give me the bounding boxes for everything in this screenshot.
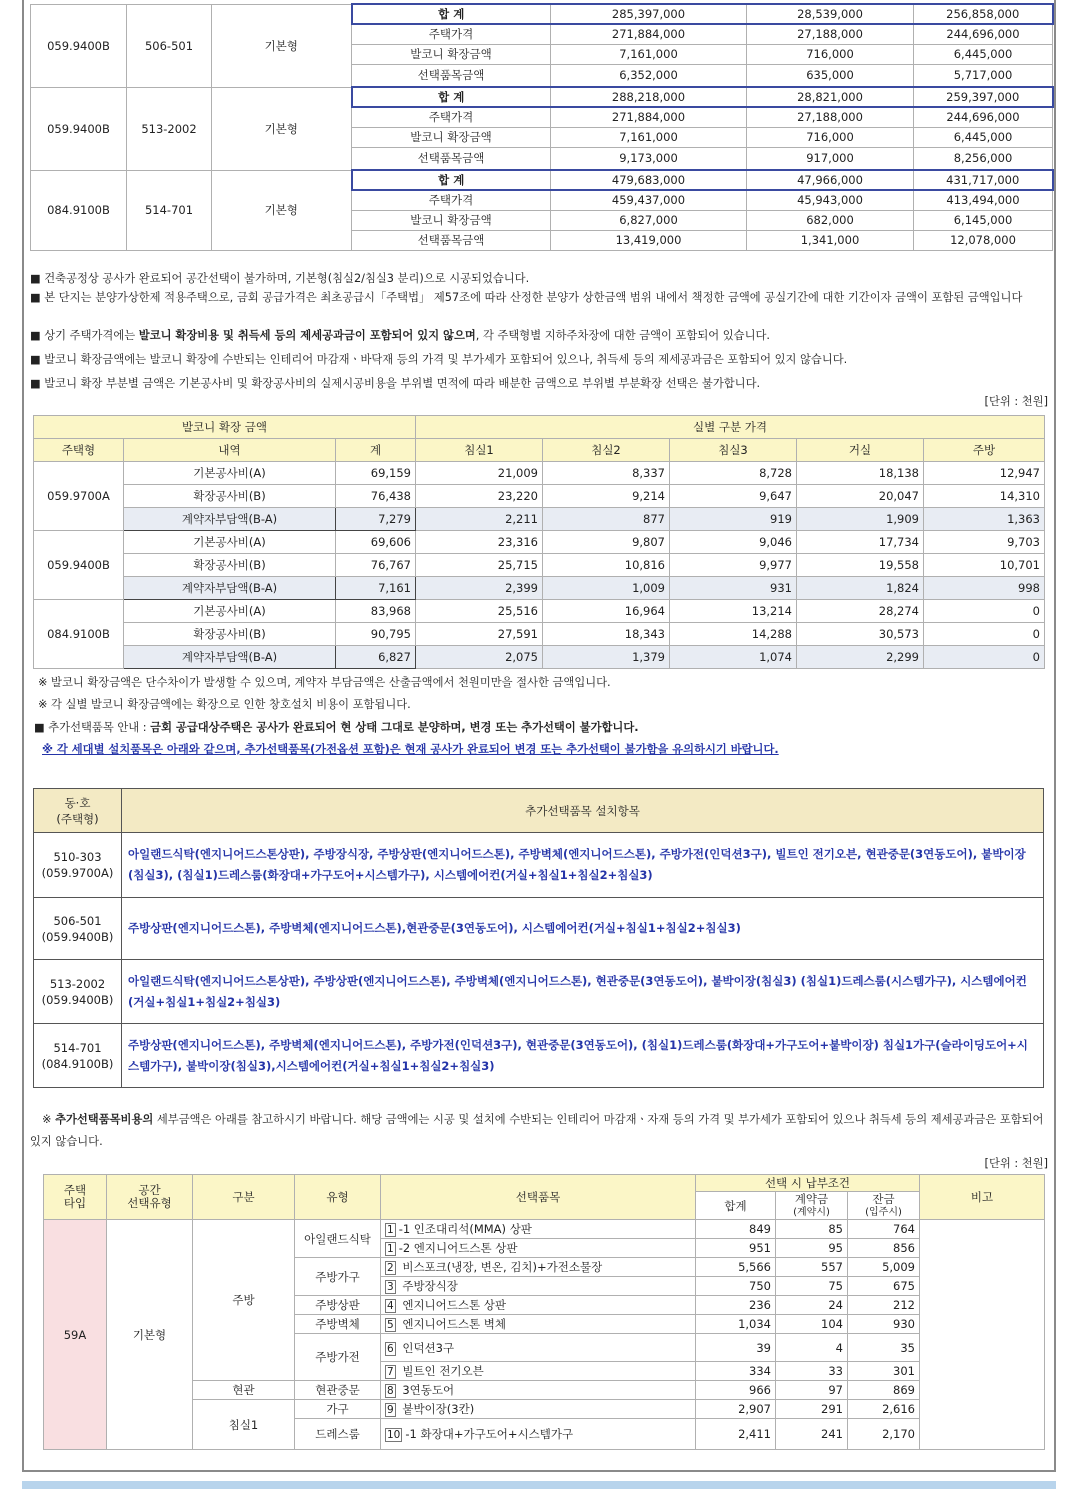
cost-balance: 5,009 bbox=[848, 1258, 920, 1277]
option-unit bbox=[34, 1024, 122, 1088]
cost-h-div: 구분 bbox=[193, 1175, 295, 1220]
price-label: 합 계 bbox=[352, 4, 551, 24]
price-contract: 47,966,000 bbox=[747, 170, 914, 190]
item-number-box: 9 bbox=[387, 1404, 394, 1416]
price-balance: 6,445,000 bbox=[914, 127, 1053, 147]
balcony-room-value: 10,816 bbox=[543, 554, 670, 577]
price-total: 479,683,000 bbox=[551, 170, 747, 190]
cost-div-bed1: 침실1 bbox=[193, 1400, 295, 1450]
price-size: 059.9400B bbox=[31, 4, 127, 87]
cost-contract: 557 bbox=[776, 1258, 848, 1277]
cost-contract: 85 bbox=[776, 1220, 848, 1239]
price-balance: 6,145,000 bbox=[914, 210, 1053, 230]
balcony-room-value: 1,909 bbox=[797, 508, 924, 531]
unit-label: [단위 : 천원] bbox=[984, 395, 1048, 408]
balcony-table bbox=[33, 415, 1045, 669]
price-label: 주택가격 bbox=[352, 107, 551, 127]
balcony-row bbox=[34, 485, 1045, 508]
cost-item bbox=[381, 1381, 696, 1400]
price-label: 주택가격 bbox=[352, 24, 551, 44]
cost-total: 5,566 bbox=[696, 1258, 776, 1277]
item-number-box: 1 bbox=[387, 1224, 394, 1236]
balcony-item: 계약자부담액(B-A) bbox=[124, 577, 336, 600]
balcony-room-value: 2,211 bbox=[416, 508, 543, 531]
price-label: 발코니 확장금액 bbox=[352, 127, 551, 147]
balcony-header-right: 실별 구분 가격 bbox=[416, 416, 1045, 439]
cost-balance: 35 bbox=[848, 1334, 920, 1362]
balcony-room-value: 9,807 bbox=[543, 531, 670, 554]
cost-item bbox=[381, 1400, 696, 1419]
price-contract: 917,000 bbox=[747, 147, 914, 170]
cost-h-total: 합계 bbox=[696, 1192, 776, 1220]
balcony-item: 계약자부담액(B-A) bbox=[124, 508, 336, 531]
balcony-row bbox=[34, 646, 1045, 669]
price-contract: 27,188,000 bbox=[747, 24, 914, 44]
balcony-room-value: 23,316 bbox=[416, 531, 543, 554]
cost-h-contract: 계약금 (계약시) bbox=[776, 1192, 848, 1220]
cost-total: 966 bbox=[696, 1381, 776, 1400]
balcony-item: 기본공사비(A) bbox=[124, 462, 336, 485]
item-number-box: 6 bbox=[387, 1342, 394, 1355]
cost-note bbox=[920, 1220, 1045, 1450]
price-balance: 244,696,000 bbox=[914, 107, 1053, 127]
balcony-header-left: 발코니 확장 금액 bbox=[34, 416, 416, 439]
cost-item bbox=[381, 1362, 696, 1381]
option-items: 주방상판(엔지니어드스톤), 주방벽체(엔지니어드스톤), 주방가전(인덕션3구), 현관중문(3연동도어), (침실1)드레스룸(화장대+가구도어+붙박이장) 침실1가구(슬라이딩도어+시스템가구), 붙박이장(침실3),시스템에어컨(거실+침실1+침실2+침실3) bbox=[122, 1024, 1044, 1088]
balcony-room-value: 1,379 bbox=[543, 646, 670, 669]
cost-total: 750 bbox=[696, 1277, 776, 1296]
cost-item bbox=[381, 1334, 696, 1362]
balcony-col-room: 주방 bbox=[924, 439, 1045, 462]
cost-item-label: 빌트인 전기오븐 bbox=[398, 1364, 484, 1378]
cost-item-label: 인덕션3구 bbox=[398, 1340, 455, 1355]
footnote-2: ※ 각 실별 발코니 확장금액에는 확장으로 인한 창호설치 비용이 포함됩니다. bbox=[38, 698, 411, 711]
balcony-col-room: 거실 bbox=[797, 439, 924, 462]
price-total: 6,352,000 bbox=[551, 64, 747, 87]
balcony-room-value: 1,363 bbox=[924, 508, 1045, 531]
cost-h-balance: 잔금 (입주시) bbox=[848, 1192, 920, 1220]
footnote-3: ■ 추가선택품목 안내 : 금회 공급대상주택은 공사가 완료되어 현 상태 그대로 분양하며, 변경 또는 추가선택이 불가합니다. bbox=[34, 721, 639, 734]
cost-house-type: 59A bbox=[44, 1220, 107, 1450]
balcony-room-value: 13,214 bbox=[670, 600, 797, 623]
cost-item-label: 엔지니어드스톤 상판 bbox=[398, 1298, 506, 1312]
cost-contract: 291 bbox=[776, 1400, 848, 1419]
note-1: ■ 건축공정상 공사가 완료되어 공간선택이 불가하며, 기본형(침실2/침실3 분리)으로 시공되었습니다. bbox=[30, 272, 530, 285]
balcony-col-item: 내역 bbox=[124, 439, 336, 462]
balcony-room-value: 2,299 bbox=[797, 646, 924, 669]
balcony-sum: 7,161 bbox=[336, 577, 416, 600]
cost-item-label: -1 인조대리석(MMA) 상판 bbox=[398, 1222, 532, 1236]
option-table bbox=[33, 788, 1044, 1088]
option-items: 아일랜드식탁(엔지니어드스톤상판), 주방장식장, 주방상판(엔지니어드스톤), 주방벽체(엔지니어드스톤), 주방가전(인덕션3구), 빌트인 전기오븐, 현관중문(3연동도어), 붙박이장(침실3), (침실1)드레스룸(화장대+가구도어+시스템가구), 시스템에어컨(거실+침실1+침실2+침실3) bbox=[122, 833, 1044, 898]
balcony-room-value: 30,573 bbox=[797, 623, 924, 646]
item-number-box: 2 bbox=[387, 1262, 394, 1274]
cost-row bbox=[44, 1381, 1045, 1400]
balcony-sum: 90,795 bbox=[336, 623, 416, 646]
cost-h-item: 선택품목 bbox=[381, 1175, 696, 1220]
balcony-room-value: 17,734 bbox=[797, 531, 924, 554]
cost-h-cond: 선택 시 납부조건 bbox=[696, 1175, 920, 1192]
price-contract: 716,000 bbox=[747, 127, 914, 147]
balcony-room-value: 9,046 bbox=[670, 531, 797, 554]
item-number-box: 3 bbox=[387, 1281, 394, 1293]
cost-h-note: 비고 bbox=[920, 1175, 1045, 1220]
price-label: 합 계 bbox=[352, 170, 551, 190]
note-2: ■ 본 단지는 분양가상한제 적용주택으로, 금회 공급가격은 최초공급시「주택법」 제57조에 따라 산정한 분양가 상한금액 범위 내에서 책정한 금액에 공실기간에 대한 기간이자 금액이 포함된 금액입니다 bbox=[30, 291, 1023, 304]
cost-item bbox=[381, 1315, 696, 1334]
cost-kind: 주방가전 bbox=[295, 1334, 381, 1381]
cost-item-label: -2 엔지니어드스톤 상판 bbox=[398, 1241, 518, 1255]
balcony-room-value: 10,701 bbox=[924, 554, 1045, 577]
option-unit-type: (084.9100B) bbox=[41, 1056, 114, 1071]
cost-item-label: 비스포크(냉장, 변온, 김치)+가전소물장 bbox=[398, 1260, 603, 1274]
price-contract: 1,341,000 bbox=[747, 230, 914, 250]
balcony-sum: 69,159 bbox=[336, 462, 416, 485]
cost-total: 2,411 bbox=[696, 1419, 776, 1450]
balcony-item: 확장공사비(B) bbox=[124, 554, 336, 577]
price-label: 합 계 bbox=[352, 87, 551, 107]
balcony-sum: 6,827 bbox=[336, 646, 416, 669]
price-type: 기본형 bbox=[212, 4, 352, 87]
bottom-bar bbox=[22, 1481, 1056, 1489]
balcony-room-value: 1,074 bbox=[670, 646, 797, 669]
balcony-item: 기본공사비(A) bbox=[124, 531, 336, 554]
price-balance: 5,717,000 bbox=[914, 64, 1053, 87]
option-header-items: 추가선택품목 설치항목 bbox=[122, 789, 1044, 833]
price-balance: 431,717,000 bbox=[914, 170, 1053, 190]
balcony-col-type: 주택형 bbox=[34, 439, 124, 462]
balcony-room-value: 9,977 bbox=[670, 554, 797, 577]
balcony-item: 확장공사비(B) bbox=[124, 623, 336, 646]
cost-h-space: 공간 선택유형 bbox=[107, 1175, 193, 1220]
balcony-room-value: 0 bbox=[924, 600, 1045, 623]
price-contract: 28,539,000 bbox=[747, 4, 914, 24]
price-sum-row bbox=[31, 4, 1053, 24]
item-number-box: 5 bbox=[387, 1319, 394, 1331]
balcony-room-value: 1,009 bbox=[543, 577, 670, 600]
item-number-box: 1 bbox=[387, 1243, 394, 1255]
balcony-room-value: 25,715 bbox=[416, 554, 543, 577]
footnote-1: ※ 발코니 확장금액은 단수차이가 발생할 수 있으며, 계약자 부담금액은 산출금액에서 천원미만을 절사한 금액입니다. bbox=[38, 676, 611, 689]
cost-total: 39 bbox=[696, 1334, 776, 1362]
cost-kind: 주방가구 bbox=[295, 1258, 381, 1296]
cost-contract: 95 bbox=[776, 1239, 848, 1258]
balcony-room-value: 14,310 bbox=[924, 485, 1045, 508]
note-5: ■ 발코니 확장 부분별 금액은 기본공사비 및 확장공사비의 실제시공비용을 부위별 면적에 따라 배분한 금액으로 부위별 부분확장 선택은 불가합니다. bbox=[30, 377, 761, 390]
cost-total: 849 bbox=[696, 1220, 776, 1239]
note-3: ■ 상기 주택가격에는 발코니 확장비용 및 취득세 등의 제세공과금이 포함되어 있지 않으며, 각 주택형별 지하주차장에 대한 금액이 포함되어 있습니다. bbox=[30, 329, 771, 342]
price-sum-row bbox=[31, 87, 1053, 107]
balcony-room-value: 21,009 bbox=[416, 462, 543, 485]
balcony-room-value: 28,274 bbox=[797, 600, 924, 623]
price-size: 084.9100B bbox=[31, 170, 127, 250]
balcony-room-value: 8,728 bbox=[670, 462, 797, 485]
balcony-sum: 83,968 bbox=[336, 600, 416, 623]
cost-item-label: 3연동도어 bbox=[398, 1383, 455, 1397]
cost-kind: 주방벽체 bbox=[295, 1315, 381, 1334]
cost-total: 236 bbox=[696, 1296, 776, 1315]
balcony-room-value: 25,516 bbox=[416, 600, 543, 623]
cost-kind: 아일랜드식탁 bbox=[295, 1220, 381, 1258]
balcony-col-room: 침실3 bbox=[670, 439, 797, 462]
price-balance: 244,696,000 bbox=[914, 24, 1053, 44]
option-unit-no: 514-701 bbox=[53, 1040, 102, 1055]
balcony-room-value: 14,288 bbox=[670, 623, 797, 646]
balcony-col-room: 침실2 bbox=[543, 439, 670, 462]
price-total: 13,419,000 bbox=[551, 230, 747, 250]
balcony-sum: 7,279 bbox=[336, 508, 416, 531]
item-number-box: 4 bbox=[387, 1300, 394, 1312]
balcony-item: 계약자부담액(B-A) bbox=[124, 646, 336, 669]
balcony-room-value: 27,591 bbox=[416, 623, 543, 646]
price-sum-row bbox=[31, 170, 1053, 190]
option-unit-no: 506-501 bbox=[53, 913, 102, 928]
balcony-col-sum: 계 bbox=[336, 439, 416, 462]
cost-balance: 2,170 bbox=[848, 1419, 920, 1450]
option-header-unit: 동·호 (주택형) bbox=[34, 789, 122, 833]
price-label: 발코니 확장금액 bbox=[352, 44, 551, 64]
option-items: 주방상판(엔지니어드스톤), 주방벽체(엔지니어드스톤),현관중문(3연동도어), 시스템에어컨(거실+침실1+침실2+침실3) bbox=[122, 898, 1044, 960]
price-unit: 506-501 bbox=[127, 4, 212, 87]
balcony-col-room: 침실1 bbox=[416, 439, 543, 462]
notes-block bbox=[30, 269, 1050, 394]
cost-item bbox=[381, 1239, 696, 1258]
price-label: 선택품목금액 bbox=[352, 64, 551, 87]
balcony-room-value: 19,558 bbox=[797, 554, 924, 577]
balcony-room-value: 1,824 bbox=[797, 577, 924, 600]
price-unit: 514-701 bbox=[127, 170, 212, 250]
price-total: 271,884,000 bbox=[551, 24, 747, 44]
balcony-type: 059.9700A bbox=[34, 462, 124, 531]
footnote-4: ※ 각 세대별 설치품목은 아래와 같으며, 추가선택품목(가전옵션 포함)은 현재 공사가 완료되어 변경 또는 추가선택이 불가함을 유의하시기 바랍니다. bbox=[42, 743, 779, 756]
item-number-box: 7 bbox=[387, 1366, 394, 1378]
price-label: 선택품목금액 bbox=[352, 147, 551, 170]
option-unit-type: (059.9400B) bbox=[41, 929, 114, 944]
balcony-row bbox=[34, 577, 1045, 600]
balcony-room-value: 0 bbox=[924, 646, 1045, 669]
cost-item-label: 주방장식장 bbox=[398, 1279, 458, 1293]
balcony-row bbox=[34, 623, 1045, 646]
price-balance: 12,078,000 bbox=[914, 230, 1053, 250]
option-row bbox=[34, 898, 1044, 960]
price-balance: 259,397,000 bbox=[914, 87, 1053, 107]
option-row bbox=[34, 960, 1044, 1024]
cost-contract: 104 bbox=[776, 1315, 848, 1334]
balcony-room-value: 9,214 bbox=[543, 485, 670, 508]
cost-h-kind: 유형 bbox=[295, 1175, 381, 1220]
cost-contract: 97 bbox=[776, 1381, 848, 1400]
cost-kind: 드레스룸 bbox=[295, 1419, 381, 1450]
cost-space-type: 기본형 bbox=[107, 1220, 193, 1450]
balcony-room-value: 9,647 bbox=[670, 485, 797, 508]
balcony-room-value: 2,075 bbox=[416, 646, 543, 669]
cost-contract: 24 bbox=[776, 1296, 848, 1315]
cost-balance: 212 bbox=[848, 1296, 920, 1315]
price-contract: 45,943,000 bbox=[747, 190, 914, 210]
price-label: 주택가격 bbox=[352, 190, 551, 210]
cost-item bbox=[381, 1277, 696, 1296]
price-total: 285,397,000 bbox=[551, 4, 747, 24]
price-total: 271,884,000 bbox=[551, 107, 747, 127]
cost-contract: 241 bbox=[776, 1419, 848, 1450]
cost-item-label: 붙박이장(3칸) bbox=[398, 1402, 475, 1416]
cost-total: 334 bbox=[696, 1362, 776, 1381]
price-balance: 413,494,000 bbox=[914, 190, 1053, 210]
balcony-room-value: 23,220 bbox=[416, 485, 543, 508]
cost-item bbox=[381, 1296, 696, 1315]
price-label: 발코니 확장금액 bbox=[352, 210, 551, 230]
cost-balance: 2,616 bbox=[848, 1400, 920, 1419]
price-type: 기본형 bbox=[212, 170, 352, 250]
price-contract: 635,000 bbox=[747, 64, 914, 87]
note-4: ■ 발코니 확장금액에는 발코니 확장에 수반되는 인테리어 마감재ㆍ바닥재 등의 가격 및 부가세가 포함되어 있으나, 취득세 등의 제세공과금은 포함되어 있지 않습니다. bbox=[30, 353, 848, 366]
option-unit bbox=[34, 898, 122, 960]
balcony-row bbox=[34, 508, 1045, 531]
item-number-box: 10 bbox=[387, 1429, 401, 1441]
balcony-room-value: 8,337 bbox=[543, 462, 670, 485]
cost-row bbox=[44, 1400, 1045, 1419]
balcony-room-value: 16,964 bbox=[543, 600, 670, 623]
cost-balance: 856 bbox=[848, 1239, 920, 1258]
balcony-room-value: 12,947 bbox=[924, 462, 1045, 485]
price-total: 459,437,000 bbox=[551, 190, 747, 210]
cost-item-label: 엔지니어드스톤 벽체 bbox=[398, 1317, 506, 1331]
cost-kind: 현관중문 bbox=[295, 1381, 381, 1400]
price-total: 288,218,000 bbox=[551, 87, 747, 107]
balcony-row bbox=[34, 531, 1045, 554]
cost-kind: 주방상판 bbox=[295, 1296, 381, 1315]
price-balance: 8,256,000 bbox=[914, 147, 1053, 170]
balcony-room-value: 18,138 bbox=[797, 462, 924, 485]
cost-note: ※ 추가선택품목비용의 세부금액은 아래를 참고하시기 바랍니다. 해당 금액에는 시공 및 설치에 수반되는 인테리어 마감재ㆍ자재 등의 가격 및 부가세가 포함되어 있으나 취득세 등의 제세공과금은 포함되어 있지 않습니다. bbox=[30, 1113, 1044, 1148]
balcony-sum: 69,606 bbox=[336, 531, 416, 554]
cost-table bbox=[43, 1174, 1045, 1450]
cost-kind: 가구 bbox=[295, 1400, 381, 1419]
cost-div-entrance: 현관 bbox=[193, 1381, 295, 1400]
balcony-room-value: 2,399 bbox=[416, 577, 543, 600]
cost-balance: 869 bbox=[848, 1381, 920, 1400]
cost-balance: 675 bbox=[848, 1277, 920, 1296]
cost-contract: 33 bbox=[776, 1362, 848, 1381]
price-contract: 716,000 bbox=[747, 44, 914, 64]
option-items: 아일랜드식탁(엔지니어드스톤상판), 주방상판(엔지니어드스톤), 주방벽체(엔지니어드스톤), 현관중문(3연동도어), 붙박이장(침실3) (침실1)드레스룸(시스템가구), 시스템에어컨(거실+침실1+침실2+침실3) bbox=[122, 960, 1044, 1024]
balcony-room-value: 919 bbox=[670, 508, 797, 531]
price-type: 기본형 bbox=[212, 87, 352, 170]
price-balance: 6,445,000 bbox=[914, 44, 1053, 64]
balcony-row bbox=[34, 600, 1045, 623]
cost-row bbox=[44, 1220, 1045, 1239]
cost-item bbox=[381, 1258, 696, 1277]
price-total: 7,161,000 bbox=[551, 44, 747, 64]
balcony-type: 059.9400B bbox=[34, 531, 124, 600]
balcony-room-value: 20,047 bbox=[797, 485, 924, 508]
price-label: 선택품목금액 bbox=[352, 230, 551, 250]
price-total: 7,161,000 bbox=[551, 127, 747, 147]
cost-balance: 764 bbox=[848, 1220, 920, 1239]
price-total: 9,173,000 bbox=[551, 147, 747, 170]
price-contract: 682,000 bbox=[747, 210, 914, 230]
cost-total: 1,034 bbox=[696, 1315, 776, 1334]
option-unit-type: (059.9400B) bbox=[41, 992, 114, 1007]
option-unit-no: 513-2002 bbox=[49, 976, 106, 991]
option-row bbox=[34, 833, 1044, 898]
balcony-item: 확장공사비(B) bbox=[124, 485, 336, 508]
balcony-room-value: 9,703 bbox=[924, 531, 1045, 554]
balcony-row bbox=[34, 462, 1045, 485]
option-unit-type: (059.9700A) bbox=[41, 866, 114, 880]
price-table bbox=[30, 3, 1054, 251]
option-row bbox=[34, 1024, 1044, 1088]
balcony-type: 084.9100B bbox=[34, 600, 124, 669]
cost-h-type: 주택 타입 bbox=[44, 1175, 107, 1220]
cost-contract: 4 bbox=[776, 1334, 848, 1362]
price-contract: 28,821,000 bbox=[747, 87, 914, 107]
cost-div-kitchen: 주방 bbox=[193, 1220, 295, 1381]
balcony-room-value: 18,343 bbox=[543, 623, 670, 646]
price-contract: 27,188,000 bbox=[747, 107, 914, 127]
balcony-row bbox=[34, 554, 1045, 577]
balcony-room-value: 0 bbox=[924, 623, 1045, 646]
balcony-sum: 76,767 bbox=[336, 554, 416, 577]
option-unit bbox=[34, 833, 122, 898]
unit-label-2: [단위 : 천원] bbox=[984, 1157, 1048, 1170]
balcony-room-value: 877 bbox=[543, 508, 670, 531]
price-total: 6,827,000 bbox=[551, 210, 747, 230]
balcony-item: 기본공사비(A) bbox=[124, 600, 336, 623]
cost-item bbox=[381, 1419, 696, 1450]
item-number-box: 8 bbox=[387, 1385, 394, 1397]
price-balance: 256,858,000 bbox=[914, 4, 1053, 24]
option-unit-no: 510-303 bbox=[53, 850, 102, 864]
cost-total: 951 bbox=[696, 1239, 776, 1258]
cost-total: 2,907 bbox=[696, 1400, 776, 1419]
price-size: 059.9400B bbox=[31, 87, 127, 170]
balcony-sum: 76,438 bbox=[336, 485, 416, 508]
balcony-room-value: 998 bbox=[924, 577, 1045, 600]
cost-balance: 930 bbox=[848, 1315, 920, 1334]
option-unit bbox=[34, 960, 122, 1024]
cost-item-label: -1 화장대+가구도어+시스템가구 bbox=[405, 1427, 574, 1441]
cost-item bbox=[381, 1220, 696, 1239]
cost-contract: 75 bbox=[776, 1277, 848, 1296]
cost-balance: 301 bbox=[848, 1362, 920, 1381]
balcony-room-value: 931 bbox=[670, 577, 797, 600]
price-unit: 513-2002 bbox=[127, 87, 212, 170]
